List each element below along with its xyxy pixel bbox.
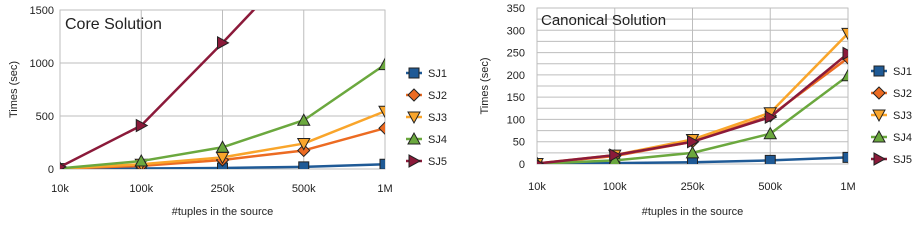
x-axis-label: #tuples in the source xyxy=(171,206,274,218)
legend-label-SJ1: SJ1 xyxy=(893,66,912,78)
y-tick-label: 0 xyxy=(518,159,525,171)
data-point-SJ1 xyxy=(688,157,698,167)
y-tick-label: 200 xyxy=(506,69,525,82)
y-axis-label: Times (sec) xyxy=(8,60,20,119)
x-axis-label: #tuples in the source xyxy=(641,206,744,218)
y-tick-label: 250 xyxy=(506,47,525,60)
x-tick-label: 1M xyxy=(377,183,393,195)
legend-marker-SJ2 xyxy=(873,87,885,99)
x-tick-label: 10k xyxy=(528,181,546,193)
legend-marker-SJ1 xyxy=(874,66,884,76)
data-point-SJ1 xyxy=(299,162,309,172)
x-tick-label: 100k xyxy=(602,181,627,193)
x-tick-label: 500k xyxy=(291,183,316,195)
legend-label-SJ5: SJ5 xyxy=(893,154,912,166)
x-tick-label: 500k xyxy=(758,181,783,193)
legend-label-SJ3: SJ3 xyxy=(428,112,447,124)
legend-marker-SJ2 xyxy=(408,89,420,101)
legend-label-SJ4: SJ4 xyxy=(893,132,912,144)
y-tick-label: 300 xyxy=(506,25,525,38)
chart-2 xyxy=(479,3,912,218)
y-tick-label: 150 xyxy=(506,92,525,105)
data-point-SJ1 xyxy=(843,152,853,162)
legend-marker-SJ5 xyxy=(409,155,420,167)
y-tick-label: 1500 xyxy=(29,5,54,17)
chart-title: Core Solution xyxy=(65,16,162,33)
x-tick-label: 10k xyxy=(51,183,69,195)
legend-label-SJ3: SJ3 xyxy=(893,110,912,122)
x-tick-label: 1M xyxy=(840,181,856,193)
y-axis-label: Times (sec) xyxy=(479,57,491,115)
y-tick-label: 100 xyxy=(506,114,525,127)
chart-1 xyxy=(8,0,447,218)
legend-marker-SJ5 xyxy=(874,153,885,165)
legend-label-SJ5: SJ5 xyxy=(428,156,447,168)
x-tick-label: 100k xyxy=(129,183,154,195)
legend-label-SJ2: SJ2 xyxy=(428,90,447,102)
legend-label-SJ4: SJ4 xyxy=(428,134,447,146)
x-tick-label: 250k xyxy=(680,181,705,193)
y-tick-label: 350 xyxy=(506,3,525,15)
y-tick-label: 500 xyxy=(35,111,54,123)
data-point-SJ1 xyxy=(380,159,390,169)
x-tick-label: 250k xyxy=(210,183,235,195)
y-tick-label: 1000 xyxy=(29,58,54,70)
legend-label-SJ1: SJ1 xyxy=(428,68,447,80)
legend xyxy=(871,66,912,166)
data-point-SJ1 xyxy=(765,155,775,165)
chart-title: Canonical Solution xyxy=(541,12,667,29)
legend xyxy=(406,68,447,168)
y-tick-label: 0 xyxy=(47,164,54,176)
y-tick-label: 50 xyxy=(512,136,525,149)
legend-marker-SJ1 xyxy=(409,68,419,78)
legend-label-SJ2: SJ2 xyxy=(893,88,912,100)
